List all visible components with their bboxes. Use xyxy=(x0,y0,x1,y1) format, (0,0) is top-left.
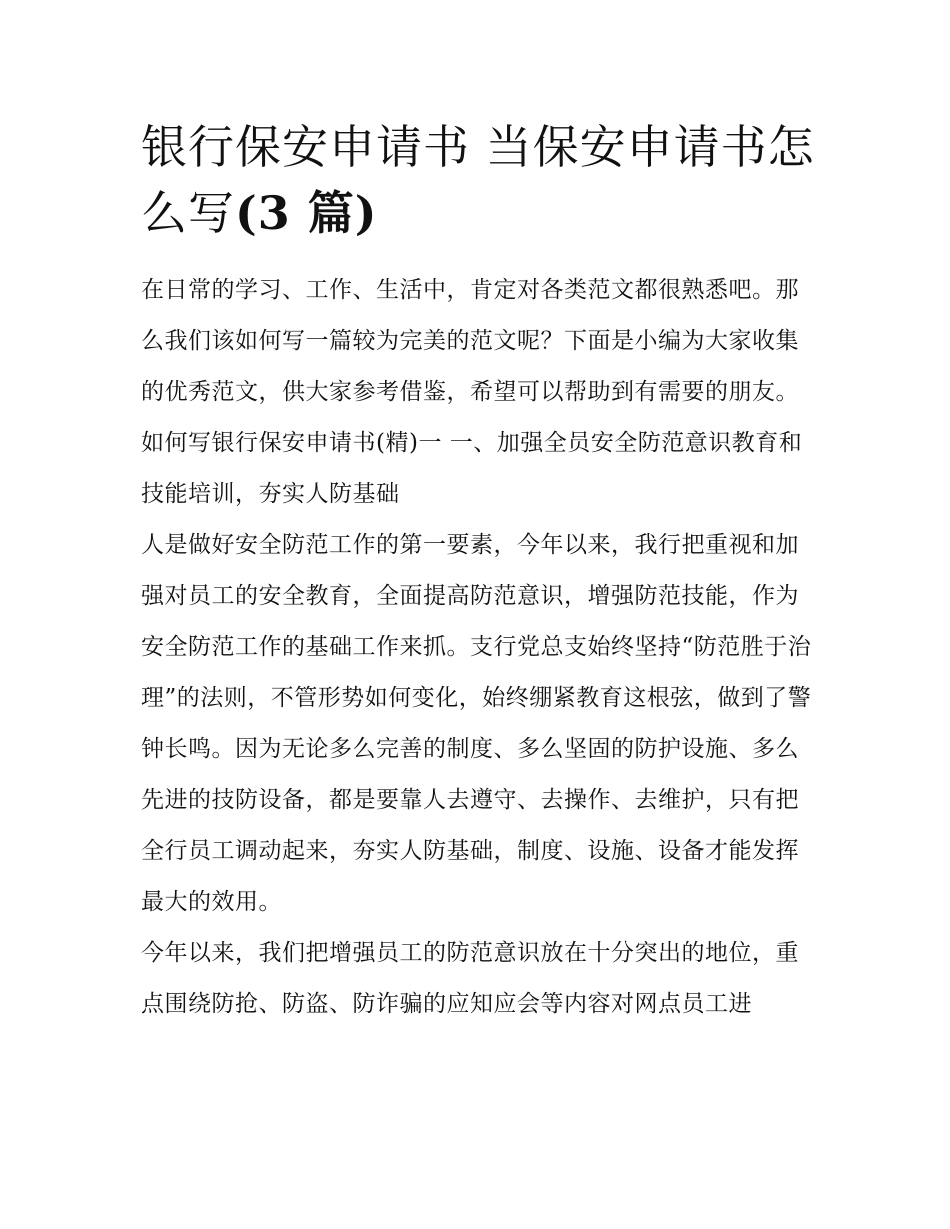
body-paragraph: 人是做好安全防范工作的第一要素，今年以来，我行把重视和加强对员工的安全教育，全面提高防范意识，增强防范技能，作为安全防范工作的基础工作来抓。支行党总支始终坚持“防范胜于治理”的法则，不管形势如何变化，始终绷紧教育这根弦，做到了警钟长鸣。因为无论多么完善的制度、多么坚固的防护设施、多么先进的技防设备，都是要靠人去遵守、去操作、去维护，只有把全行员工调动起来，夯实人防基础，制度、设施、设备才能发挥最大的效用。 xyxy=(141,532,812,915)
document-title xyxy=(141,114,816,246)
document-content xyxy=(141,114,816,1030)
section-heading-paragraph: 如何写银行保安申请书(精)一 一、加强全员安全防范意识教育和技能培训，夯实人防基础 xyxy=(141,430,803,507)
body-paragraph: 今年以来，我们把增强员工的防范意识放在十分突出的地位，重点围绕防抢、防盗、防诈骗的应知应会等内容对网点员工进 xyxy=(141,940,799,1017)
title-count: (3 篇) xyxy=(235,186,378,240)
title-text: 银行保安申请书 当保安申请书怎么写 xyxy=(141,120,815,240)
intro-paragraph: 在日常的学习、工作、生活中，肯定对各类范文都很熟悉吧。那么我们该如何写一篇较为完美的范文呢？下面是小编为大家收集的优秀范文，供大家参考借鉴，希望可以帮助到有需要的朋友。 xyxy=(141,277,799,405)
